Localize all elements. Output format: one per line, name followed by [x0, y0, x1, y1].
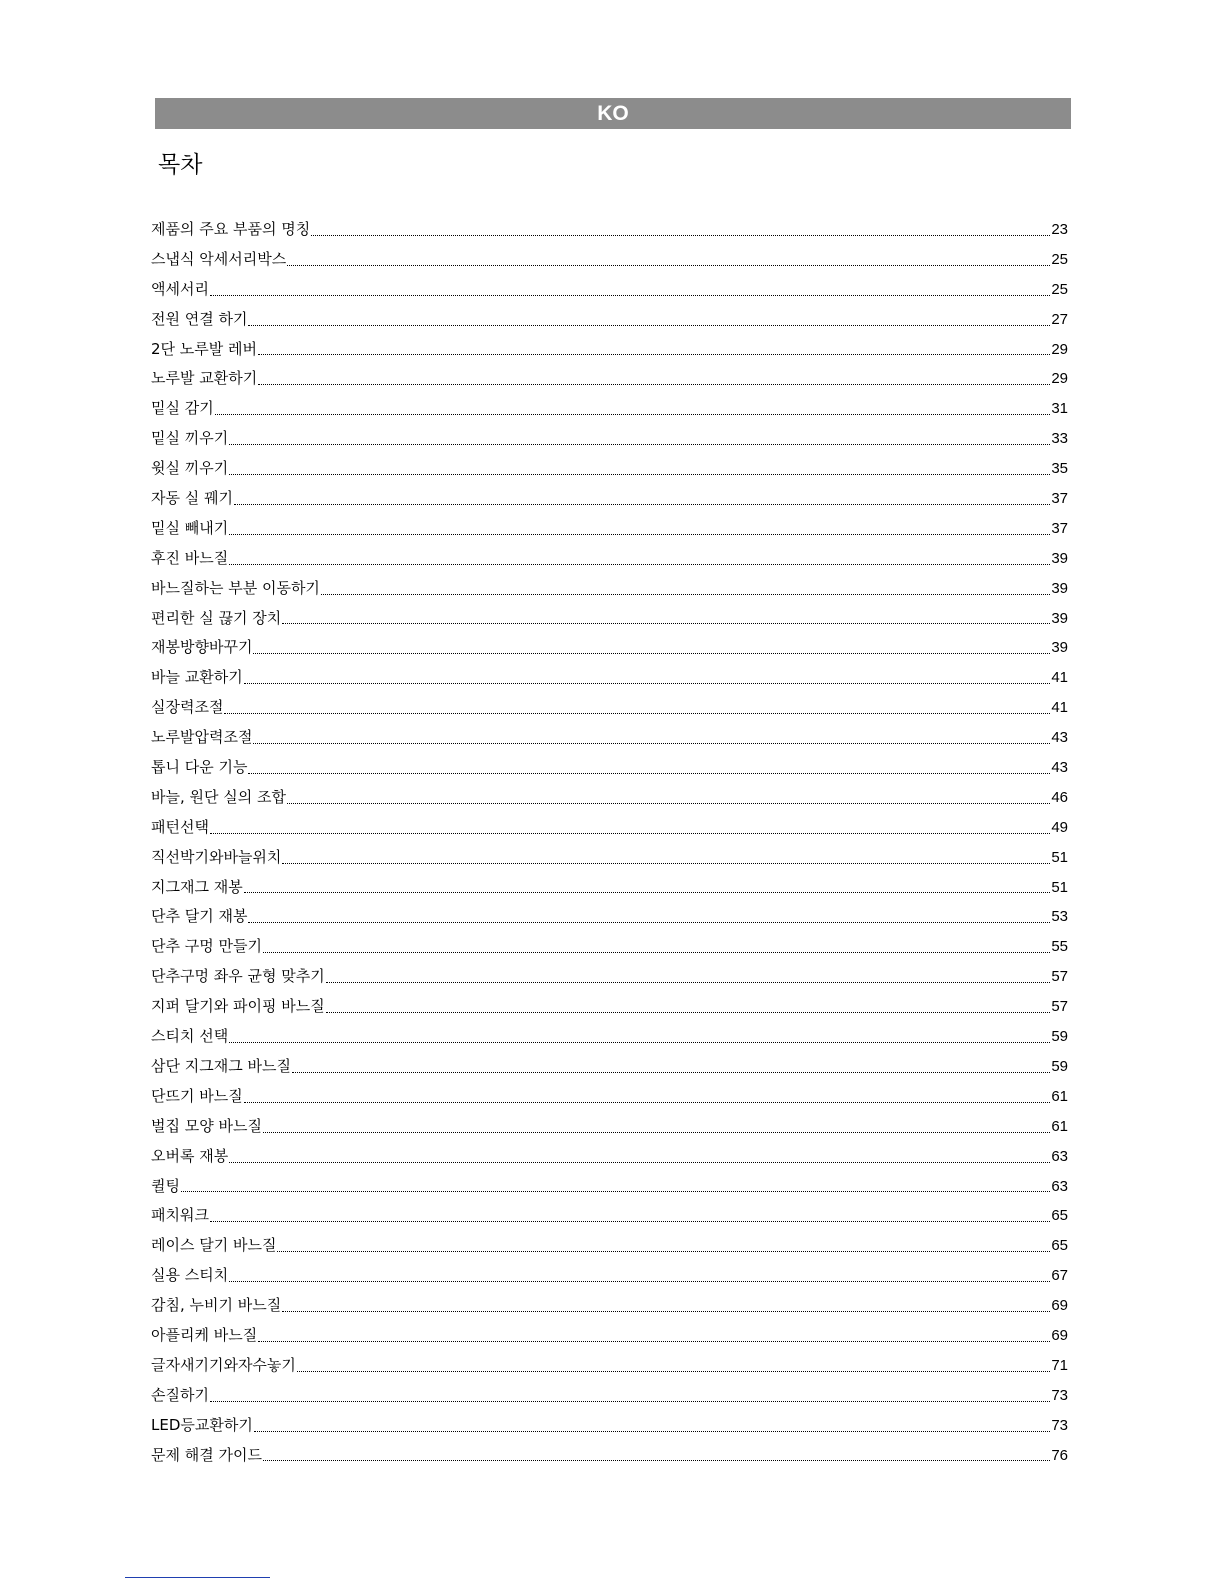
toc-entry-page: 59 — [1051, 1028, 1068, 1046]
toc-entry[interactable] — [151, 753, 1068, 783]
toc-entry-label: 단추 구멍 만들기 — [151, 937, 262, 956]
toc-entry-label: 윗실 끼우기 — [151, 459, 229, 478]
toc-entry-page: 57 — [1051, 998, 1068, 1016]
toc-entry[interactable] — [151, 1172, 1068, 1202]
toc-entry[interactable] — [151, 1231, 1068, 1261]
toc-entry[interactable] — [151, 1411, 1068, 1441]
toc-entry[interactable] — [151, 364, 1068, 394]
toc-entry-label: 밑실 끼우기 — [151, 429, 229, 448]
toc-entry[interactable] — [151, 1321, 1068, 1351]
toc-entry-label: 자동 실 꿰기 — [151, 489, 233, 508]
toc-entry-label: 패치워크 — [151, 1206, 209, 1225]
toc-dot-leader — [263, 1459, 1050, 1461]
toc-dot-leader — [229, 533, 1050, 535]
toc-dot-leader — [258, 383, 1050, 385]
toc-entry[interactable] — [151, 1112, 1068, 1142]
toc-entry-label: 재봉방향바꾸기 — [151, 638, 253, 657]
toc-entry[interactable] — [151, 932, 1068, 962]
toc-entry-page: 53 — [1051, 908, 1068, 926]
toc-entry[interactable] — [151, 633, 1068, 663]
toc-dot-leader — [287, 802, 1050, 804]
toc-entry-label: 제품의 주요 부품의 명칭 — [151, 220, 311, 238]
toc-entry[interactable] — [151, 454, 1068, 484]
toc-dot-leader — [244, 891, 1051, 893]
toc-entry-page: 43 — [1051, 759, 1068, 777]
toc-entry[interactable] — [151, 1201, 1068, 1231]
toc-entry-page: 29 — [1051, 370, 1068, 388]
toc-entry-page: 39 — [1051, 549, 1068, 567]
toc-entry-label: 스냅식 악세서리박스 — [151, 249, 287, 268]
toc-entry-label: 손질하기 — [151, 1385, 209, 1404]
toc-entry-page: 63 — [1051, 1147, 1068, 1165]
toc-entry[interactable] — [151, 663, 1068, 693]
toc-dot-leader — [258, 353, 1050, 355]
table-of-contents — [151, 215, 1068, 1470]
toc-entry[interactable] — [151, 962, 1068, 992]
toc-entry-label: 레이스 달기 바느질 — [151, 1236, 277, 1255]
toc-dot-leader — [210, 294, 1050, 296]
toc-dot-leader — [321, 593, 1050, 595]
toc-entry-page: 73 — [1051, 1386, 1068, 1404]
toc-entry-page: 69 — [1051, 1297, 1068, 1315]
toc-entry[interactable] — [151, 604, 1068, 634]
toc-dot-leader — [229, 1041, 1050, 1043]
toc-entry-label: 실용 스티치 — [151, 1266, 229, 1285]
toc-entry-page: 59 — [1051, 1057, 1068, 1075]
toc-entry-page: 25 — [1051, 250, 1068, 268]
toc-entry-label: 후진 바느질 — [151, 548, 229, 567]
toc-entry[interactable] — [151, 902, 1068, 932]
toc-entry[interactable] — [151, 783, 1068, 813]
toc-entry-label: 지그재그 재봉 — [151, 877, 243, 896]
toc-dot-leader — [326, 1011, 1051, 1013]
toc-entry-page: 61 — [1051, 1117, 1068, 1135]
toc-entry-page: 25 — [1051, 280, 1068, 298]
toc-entry-label: 벌집 모양 바느질 — [151, 1116, 262, 1135]
toc-entry-page: 63 — [1051, 1177, 1068, 1195]
toc-entry-label: 아플리케 바느질 — [151, 1325, 258, 1344]
toc-entry-page: 76 — [1051, 1446, 1068, 1464]
toc-entry[interactable] — [151, 1022, 1068, 1052]
toc-dot-leader — [263, 951, 1050, 953]
toc-entry[interactable] — [151, 723, 1068, 753]
toc-dot-leader — [254, 1430, 1050, 1432]
toc-entry-label: 감침, 누비기 바느질 — [151, 1296, 282, 1315]
toc-entry-label: 전원 연결 하기 — [151, 309, 248, 328]
toc-entry-label: 톱니 다운 기능 — [151, 758, 248, 777]
toc-dot-leader — [234, 503, 1050, 505]
toc-entry[interactable] — [151, 574, 1068, 604]
toc-entry-label: 삼단 지그재그 바느질 — [151, 1056, 291, 1075]
toc-entry[interactable] — [151, 1351, 1068, 1381]
toc-entry[interactable] — [151, 394, 1068, 424]
toc-entry[interactable] — [151, 873, 1068, 903]
toc-entry-page: 46 — [1051, 788, 1068, 806]
toc-entry-page: 51 — [1051, 878, 1068, 896]
toc-entry[interactable] — [151, 275, 1068, 305]
toc-entry-label: 편리한 실 끊기 장치 — [151, 608, 282, 627]
toc-entry-page: 51 — [1051, 848, 1068, 866]
toc-dot-leader — [210, 1220, 1050, 1222]
toc-entry[interactable] — [151, 245, 1068, 275]
toc-dot-leader — [263, 1131, 1050, 1133]
toc-entry-page: 69 — [1051, 1326, 1068, 1344]
toc-entry-label: 문제 해결 가이드 — [151, 1445, 262, 1464]
toc-entry[interactable] — [151, 813, 1068, 843]
toc-dot-leader — [253, 742, 1050, 744]
toc-entry-page: 35 — [1051, 460, 1068, 478]
toc-dot-leader — [297, 1370, 1050, 1372]
toc-entry-page: 43 — [1051, 729, 1068, 747]
toc-dot-leader — [292, 1071, 1050, 1073]
toc-entry-label: LED등교환하기 — [151, 1415, 253, 1434]
toc-entry-page: 39 — [1051, 579, 1068, 597]
footer-line — [125, 1577, 270, 1578]
toc-entry[interactable] — [151, 305, 1068, 335]
toc-dot-leader — [326, 981, 1051, 983]
toc-entry-page: 37 — [1051, 519, 1068, 537]
toc-dot-leader — [229, 473, 1050, 475]
toc-entry[interactable] — [151, 1261, 1068, 1291]
toc-dot-leader — [258, 1340, 1050, 1342]
toc-entry-label: 밑실 빼내기 — [151, 518, 229, 537]
toc-entry[interactable] — [151, 1142, 1068, 1172]
page-title: 목차 — [158, 152, 203, 178]
toc-entry[interactable] — [151, 1082, 1068, 1112]
toc-entry-page: 67 — [1051, 1267, 1068, 1285]
toc-entry-label: 직선박기와바늘위치 — [151, 847, 282, 866]
toc-entry-page: 65 — [1051, 1207, 1068, 1225]
toc-entry[interactable] — [151, 992, 1068, 1022]
toc-entry[interactable] — [151, 484, 1068, 514]
toc-entry-page: 41 — [1051, 669, 1068, 687]
toc-entry[interactable] — [151, 514, 1068, 544]
language-banner — [155, 98, 1071, 129]
toc-dot-leader — [311, 234, 1050, 236]
toc-entry[interactable] — [151, 1381, 1068, 1411]
toc-entry-label: 실장력조절 — [151, 698, 224, 717]
toc-entry-label: 단뜨기 바느질 — [151, 1086, 243, 1105]
toc-entry-page: 57 — [1051, 968, 1068, 986]
language-code: KO — [597, 102, 629, 125]
toc-entry[interactable] — [151, 1291, 1068, 1321]
toc-entry[interactable] — [151, 1052, 1068, 1082]
toc-dot-leader — [229, 1280, 1050, 1282]
toc-dot-leader — [282, 622, 1050, 624]
toc-entry-label: 글자새기기와자수놓기 — [151, 1355, 296, 1374]
toc-entry-page: 71 — [1051, 1356, 1068, 1374]
toc-entry-page: 65 — [1051, 1237, 1068, 1255]
toc-entry[interactable] — [151, 693, 1068, 723]
toc-entry[interactable] — [151, 544, 1068, 574]
toc-entry[interactable] — [151, 1441, 1068, 1471]
toc-entry[interactable] — [151, 424, 1068, 454]
toc-entry-label: 2단 노루발 레버 — [151, 339, 258, 358]
toc-entry[interactable] — [151, 215, 1068, 245]
toc-entry-page: 33 — [1051, 430, 1068, 448]
toc-entry-label: 스티치 선택 — [151, 1027, 229, 1046]
toc-dot-leader — [248, 772, 1050, 774]
toc-entry-page: 61 — [1051, 1087, 1068, 1105]
toc-entry-label: 오버록 재봉 — [151, 1146, 229, 1165]
toc-entry-label: 바늘 교환하기 — [151, 668, 243, 687]
toc-dot-leader — [244, 682, 1051, 684]
toc-dot-leader — [210, 832, 1050, 834]
toc-entry-label: 노루발 교환하기 — [151, 369, 258, 388]
toc-entry-page: 41 — [1051, 699, 1068, 717]
toc-entry-page: 55 — [1051, 938, 1068, 956]
toc-dot-leader — [287, 264, 1050, 266]
toc-entry-label: 액세서리 — [151, 279, 209, 298]
toc-entry-page: 37 — [1051, 490, 1068, 508]
toc-dot-leader — [181, 1190, 1050, 1192]
toc-dot-leader — [215, 413, 1051, 415]
toc-entry-page: 31 — [1051, 400, 1068, 418]
toc-entry-label: 단추구멍 좌우 균형 맞추기 — [151, 967, 325, 986]
toc-dot-leader — [282, 1310, 1050, 1312]
toc-entry-page: 49 — [1051, 818, 1068, 836]
toc-entry-page: 39 — [1051, 609, 1068, 627]
toc-entry-page: 39 — [1051, 639, 1068, 657]
toc-entry-label: 바느질하는 부분 이동하기 — [151, 578, 320, 597]
toc-entry-page: 73 — [1051, 1416, 1068, 1434]
toc-entry-label: 밑실 감기 — [151, 399, 214, 418]
toc-dot-leader — [282, 862, 1050, 864]
toc-entry-label: 바늘, 원단 실의 조합 — [151, 787, 286, 806]
toc-entry-label: 단추 달기 재봉 — [151, 907, 248, 926]
toc-entry-label: 퀼팅 — [151, 1176, 180, 1195]
toc-dot-leader — [248, 324, 1050, 326]
toc-entry-label: 노루발압력조절 — [151, 728, 253, 747]
toc-dot-leader — [277, 1250, 1050, 1252]
toc-dot-leader — [229, 1161, 1050, 1163]
toc-dot-leader — [229, 443, 1050, 445]
toc-dot-leader — [248, 921, 1050, 923]
toc-entry-page: 27 — [1051, 310, 1068, 328]
toc-entry[interactable] — [151, 335, 1068, 365]
toc-dot-leader — [224, 712, 1050, 714]
toc-entry-page: 29 — [1051, 340, 1068, 358]
toc-entry-label: 패턴선택 — [151, 817, 209, 836]
toc-dot-leader — [229, 563, 1050, 565]
toc-dot-leader — [253, 652, 1050, 654]
toc-entry-page: 23 — [1051, 221, 1068, 238]
toc-entry[interactable] — [151, 843, 1068, 873]
toc-entry-label: 지퍼 달기와 파이핑 바느질 — [151, 997, 325, 1016]
toc-dot-leader — [210, 1400, 1050, 1402]
toc-dot-leader — [244, 1101, 1051, 1103]
